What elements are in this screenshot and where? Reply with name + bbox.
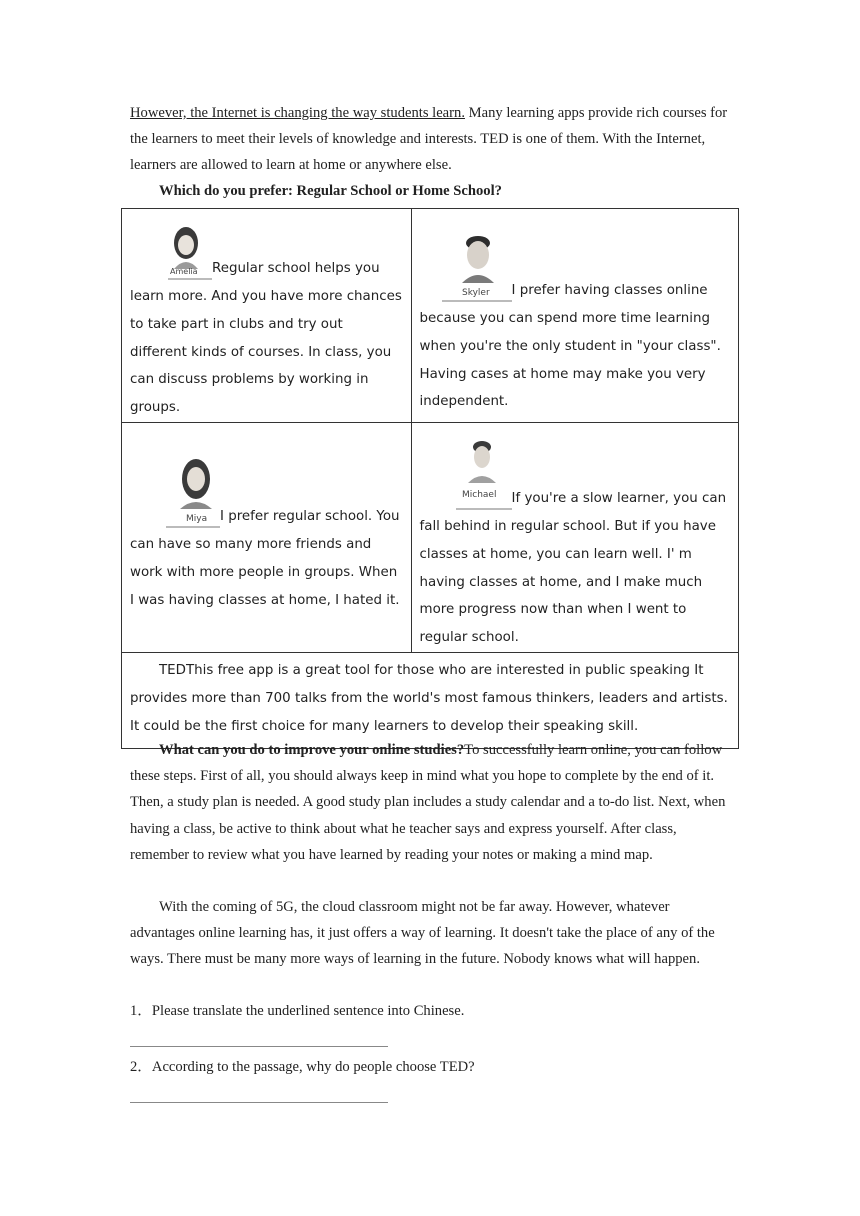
question-2-number: 2． (130, 1059, 152, 1075)
question-2-text: According to the passage, why do people choose TED? (151, 1059, 475, 1075)
opinion-cell-skyler (411, 209, 738, 423)
online-studies-question: What can you do to improve your online studies? (159, 742, 465, 758)
question-1-number: 1． (130, 1003, 152, 1019)
question-heading: Which do you prefer: Regular School or Home School? (159, 183, 502, 199)
opinion-cell-amelia (122, 209, 412, 423)
amelia-opinion-text: Regular school helps you learn more. And you have more chances to take part in clubs and try out different kinds of courses. In class, you can discuss problems by working in groups. (130, 261, 402, 416)
boy-portrait-icon (420, 231, 512, 305)
svg-text:Miya: Miya (186, 513, 208, 524)
online-studies-paragraph (130, 737, 736, 868)
miya-avatar (130, 449, 220, 531)
skyler-avatar (420, 231, 512, 305)
svg-text:Michael: Michael (461, 489, 497, 500)
answer-line-2[interactable] (130, 1102, 388, 1103)
intro-paragraph (130, 100, 736, 179)
ted-note-text: TEDThis free app is a great tool for those who are interested in public speaking It provides more than 700 talks from the world's most famous thinkers, leaders and artists. It could be the first choice for many learners to develop their speaking skill. (130, 662, 728, 734)
question-1 (130, 998, 736, 1024)
svg-text:Skyler: Skyler (461, 288, 490, 298)
online-studies-text: To successfully learn online, you can follow these steps. First of all, you should always keep in mind what you hope to complete by the end of it. Then, a study plan is needed. A good study plan includes a study calendar and a to-do list. Next, when having a class, be active to think about what he teacher says and express yourself. After class, remember to review what you have learned by reading your notes or making a mind map. (130, 742, 726, 863)
closing-paragraph: With the coming of 5G, the cloud classroom might not be far away. However, whatever advantages online learning has, it just offers a way of learning. It doesn't take the place of any of the ways. There must be many more ways of learning in the future. Nobody knows what will happen. (130, 899, 715, 968)
intro-rest: Many learning apps provide rich courses for the learners to meet their levels of knowledge and interests. TED is one of them. With the Internet, learners are allowed to learn at home or anywhere else. (130, 105, 728, 174)
amelia-avatar (130, 219, 212, 283)
girl-portrait-icon (130, 449, 220, 531)
skyler-opinion-text: I prefer having classes online because you can spend more time learning when you're the only student in "your class". Having cases at home may make you very independent. (419, 283, 721, 410)
svg-text:Amelia: Amelia (170, 267, 198, 276)
girl-portrait-icon (130, 219, 212, 283)
answer-line-1[interactable] (130, 1046, 388, 1047)
opinion-cell-miya (122, 422, 412, 652)
question-2 (130, 1054, 736, 1080)
opinion-cell-michael (411, 422, 738, 652)
underlined-sentence: However, the Internet is changing the way students learn. (130, 105, 465, 121)
question-1-text: Please translate the underlined sentence into Chinese. (151, 1003, 465, 1019)
boy-portrait-icon (420, 435, 512, 513)
michael-avatar (420, 435, 512, 513)
opinions-table (121, 208, 739, 749)
miya-opinion-text: I prefer regular school. You can have so many more friends and work with more people in groups. When I was having classes at home, I hated it. (130, 509, 400, 608)
ted-note-cell (122, 652, 739, 748)
michael-opinion-text: If you're a slow learner, you can fall behind in regular school. But if you have classes at home, you can learn well. I' m having classes at home, and I make much more progress now than when I went to regular school. (419, 491, 727, 646)
